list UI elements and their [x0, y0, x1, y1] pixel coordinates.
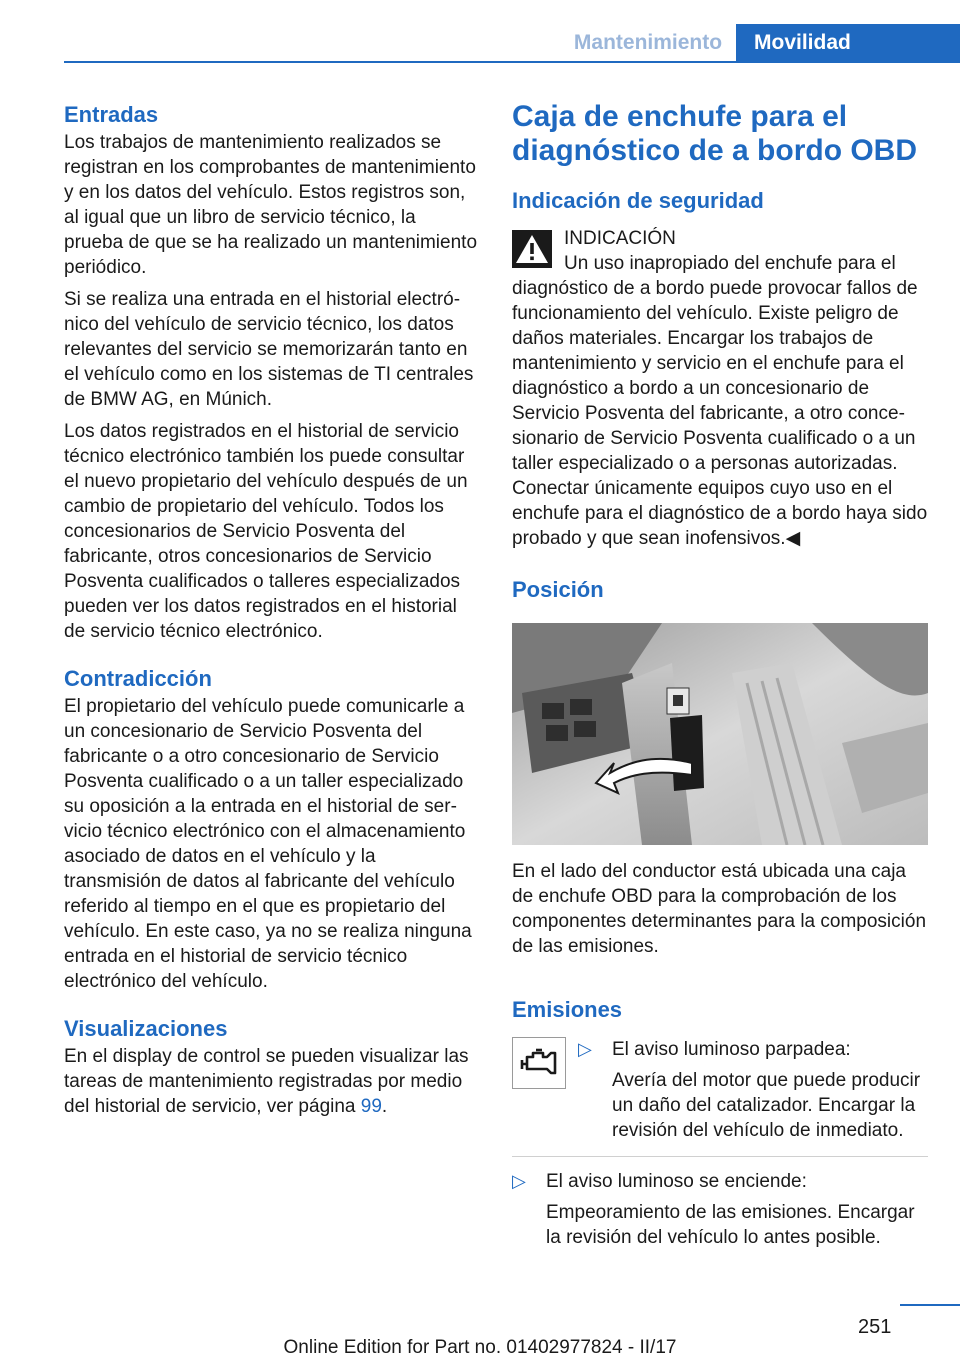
posicion-heading: Posición — [512, 577, 604, 602]
tab-movilidad[interactable]: Movilidad — [736, 24, 960, 62]
left-column — [64, 100, 478, 1126]
safety-notice — [512, 226, 928, 276]
visualizaciones-heading: Visualizaciones — [64, 1016, 228, 1041]
visualizaciones-paragraph — [64, 1044, 478, 1119]
footer-edition: Online Edition for Part no. 01402977824 - II/17 — [283, 1337, 677, 1358]
emisiones-item-2-body: Empeoramiento de las emisiones. Encargar la revisión del vehículo lo antes posible. — [546, 1202, 915, 1248]
visualizaciones-text: En el display de control se pueden visualizar las tareas de mantenimiento registradas por medio del historial de servicio, ver página — [64, 1046, 469, 1117]
emisiones-item-1-head: El aviso luminoso parpadea: — [612, 1039, 851, 1060]
warning-icon — [512, 230, 552, 268]
entradas-heading: Entradas — [64, 102, 159, 127]
entradas-paragraph-1: Los trabajos de mantenimiento realizados se registran en los comprobantes de mantenimiento y en los datos del vehículo. Estos registros son, al igual que un libro de servicio técnico, la prueba de que se ha realizado un mantenimiento periódico. — [64, 132, 478, 278]
bullet-triangle-icon: ▷ — [512, 1171, 526, 1191]
engine-warning-icon — [512, 1037, 566, 1089]
obd-location-photo — [512, 623, 928, 845]
safety-label: INDICACIÓN — [564, 228, 676, 249]
tab-mantenimiento[interactable]: Mantenimiento — [573, 31, 723, 54]
bullet-triangle-icon: ▷ — [578, 1039, 592, 1059]
emisiones-item-1-body: Avería del motor que puede producir un daño del catalizador. Encargar la revisión del vehículo de inmediato. — [612, 1070, 921, 1141]
emisiones-heading: Emisiones — [512, 997, 623, 1022]
emisiones-list — [512, 1037, 928, 1250]
contradiccion-heading: Contradicción — [64, 666, 212, 691]
page-99-link[interactable]: 99 — [360, 1096, 382, 1117]
list-divider — [512, 1156, 928, 1157]
safety-text: Un uso inapropiado del enchufe para el diagnóstico de a bordo puede provocar fallos de funcionamiento del vehículo. Existe peligro de daños materiales. Encargar los trabajos de mantenimiento y servicio en el enchufe para el diagnóstico a bordo a un concesionario de Servicio Posventa del fabricante, a otro concesionario de Servicio Posventa cualificado o a un taller especializado o a personas autorizadas. Conectar únicamente equipos cuyo uso en el enchufe para el diagnóstico de a bordo haya sido probado y que sean inofensivos.◀ — [512, 253, 928, 549]
safety-heading: Indicación de seguridad — [512, 188, 764, 213]
entradas-paragraph-3: Los datos registrados en el historial de servicio técnico electrónico también los puede consultar el nuevo propietario del vehículo después de un cambio de propietario del vehículo. Todos los concesionarios de Servicio Posventa del fabricante, otros concesionarios de Servicio Posventa cualificados o talleres especializados pueden ver los datos registrados en el historial de servicio técnico electrónico. — [64, 421, 468, 642]
list-item — [578, 1037, 928, 1143]
footer-rule — [900, 1304, 960, 1306]
entradas-paragraph-2: Si se realiza una entrada en el historial electrónico del vehículo de servicio técnico, los datos relevantes del servicio se memorizarán tanto en el vehículo como en los sistemas de TI centrales de BMW AG, en Múnich. — [64, 289, 474, 410]
obd-title: Caja de enchufe para el diagnóstico de a bordo OBD — [512, 100, 918, 167]
visualizaciones-text-end: . — [381, 1096, 388, 1117]
posicion-text: En el lado del conductor está ubicada una caja de enchufe OBD para la comprobación de los componentes determinantes para la composición de las emisiones. — [512, 861, 927, 957]
right-column — [512, 100, 928, 1250]
list-item — [512, 1169, 928, 1250]
emisiones-item-2-head: El aviso luminoso se enciende: — [546, 1171, 807, 1192]
contradiccion-paragraph: El propietario del vehículo puede comunicarle a un concesionario de Servicio Posventa del fabricante o a otro concesionario de Servicio Posventa cualificado o a un taller especializado su oposición a la entrada en el historial de servicio técnico electrónico con el almacenamiento asociado de datos en el vehículo y la transmisión de datos al fabricante del vehículo referido al tiempo en el que es propietario del vehículo. En este caso, ya no se realiza ninguna entrada en el historial de servicio técnico electrónico del vehículo. — [64, 696, 472, 992]
page-number: 251 — [858, 1316, 892, 1338]
emisiones-item-1 — [512, 1037, 928, 1143]
